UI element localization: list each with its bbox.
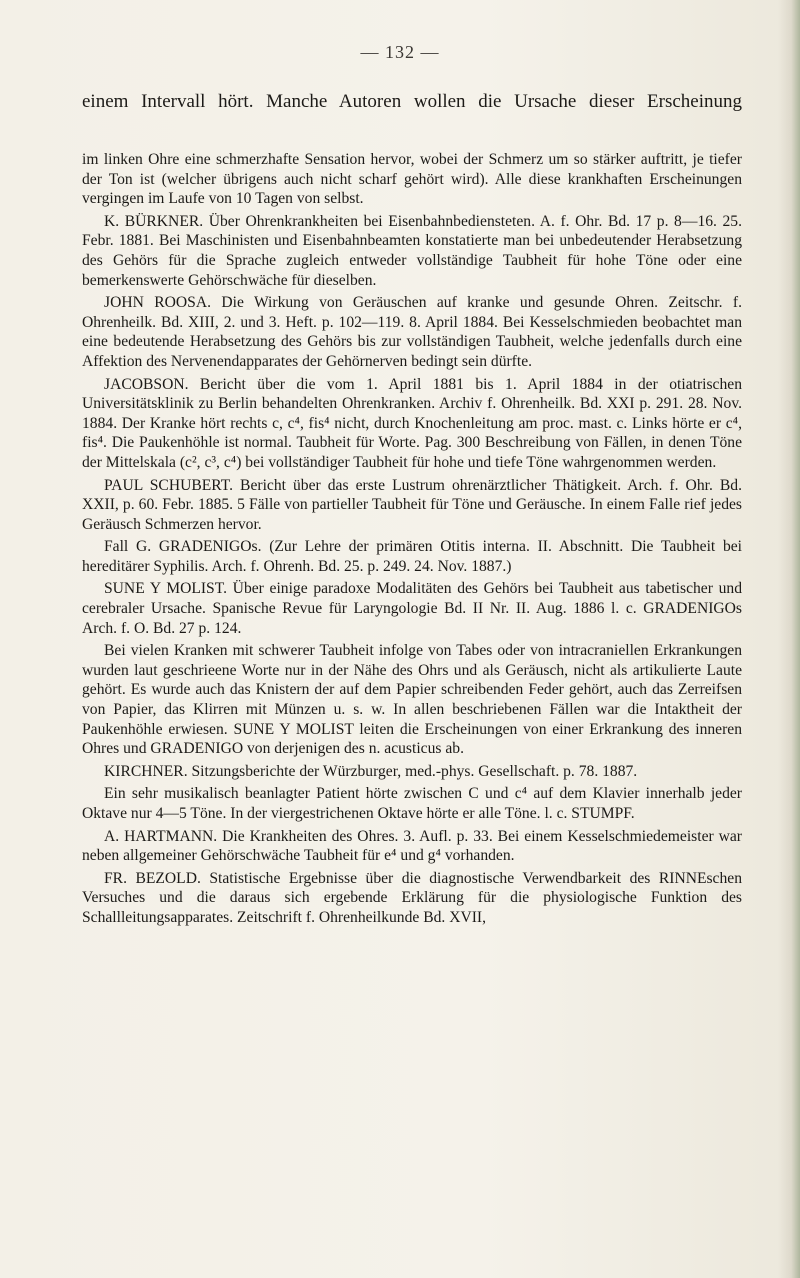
reference-gradenigo: Fall G. GRADENIGOs. (Zur Lehre der primären Otitis interna. II. Abschnitt. Die Taubheit bei hereditärer Syphilis. Arch. f. Ohrenh. Bd. 25. p. 249. 24. Nov. 1887.) [82, 538, 742, 575]
page-edge-shadow [778, 0, 800, 1278]
reference-bezold: FR. BEZOLD. Statistische Ergebnisse über die diagnostische Verwendbarkeit des RINNEschen Versuches und die daraus sich ergebende Erklärung für die physiologische Funktion des Schallleitungsapparates. Zeitschrift f. Ohrenheilkunde Bd. XVII, [82, 869, 742, 926]
reference-kirchner: KIRCHNER. Sitzungsberichte der Würzburger, med.-phys. Gesellschaft. p. 78. 1887. [104, 762, 638, 780]
reference-hartmann: A. HARTMANN. Die Krankheiten des Ohres. 3. Aufl. p. 33. Bei einem Kesselschmiedemeister war neben allgemeiner Gehörschwäche Taubheit für e⁴ und g⁴ vorhanden. [82, 827, 742, 865]
paragraph-continuation: im linken Ohre eine schmerzhafte Sensation hervor, wobei der Schmerz um so stärker auftritt, je tiefer der Ton ist (welcher übrigens auch nicht scharf gehört wird). Alle diese krankhaften Erscheinungen vergingen im Laufe von 10 Tagen von selbst. [82, 151, 742, 208]
reference-schubert: PAUL SCHUBERT. Bericht über das erste Lustrum ohrenärztlicher Thätigkeit. Arch. f. Ohr. Bd. XXII, p. 60. Febr. 1885. 5 Fälle von partieller Taubheit für Töne und Geräusche. In einem Falle rief jedes Geräusch Schmerzen hervor. [82, 476, 742, 533]
paragraph-tabes-cases: Bei vielen Kranken mit schwerer Taubheit infolge von Tabes oder von intracraniellen Erkrankungen wurden laut geschrieene Worte nur in der Nähe des Ohrs und als Geräusch, nicht als artikulierte Laute gehört. Es wurde auch das Knistern der auf dem Papier schreibenden Feder gehört, auch das Zerreifsen von Papier, das Klirren mit Münzen u. s. w. In allen beschriebenen Fällen war die Intaktheit der Paukenhöhle erwiesen. SUNE Y MOLIST leiten die Erscheinungen von einer Erkrankung des inneren Ohres und GRADENIGO von derjenigen des n. acusticus ab. [82, 642, 742, 758]
reference-buerkner: K. BÜRKNER. Über Ohrenkrankheiten bei Eisenbahnbediensteten. A. f. Ohr. Bd. 17 p. 8—16. 25. Febr. 1881. Bei Maschinisten und Eisenbahnbeamten konstatierte man bei unbedeutender Herabsetzung des Gehörs für die Sprache zugleich entweder vollständige Taubheit für hohe Töne oder eine bemerkenswerte Gehörschwäche für dieselben. [82, 212, 742, 289]
reference-roosa: JOHN ROOSA. Die Wirkung von Geräuschen auf kranke und gesunde Ohren. Zeitschr. f. Ohrenheilk. Bd. XIII, 2. und 3. Heft. p. 102—119. 8. April 1884. Bei Kesselschmieden beobachtet man eine bedeutende Herabsetzung des Gehörs bis zur vollständigen Taubheit, welche jedenfalls durch eine Affektion des Nervenendapparates der Gehörnerven bedingt sein dürfte. [82, 294, 742, 370]
page-number: — 132 — [360, 42, 440, 62]
reference-sune-y-molist: SUNE Y MOLIST. Über einige paradoxe Modalitäten des Gehörs bei Taubheit aus tabetischer und cerebraler Ursache. Spanische Revue für Laryngologie Bd. II Nr. II. Aug. 1886 l. c. GRADENIGOs Arch. f. O. Bd. 27 p. 124. [82, 580, 742, 637]
body-text [82, 150, 742, 928]
running-text-line: einem Intervall hört. Manche Autoren wollen die Ursache dieser Erscheinung [82, 91, 742, 112]
reference-jacobson: JACOBSON. Bericht über die vom 1. April 1881 bis 1. April 1884 in der otiatrischen Universitätsklinik zu Berlin behandelten Ohrenkranken. Archiv f. Ohrenheilk. Bd. XXI p. 291. 28. Nov. 1884. Der Kranke hört rechts c, c⁴, fis⁴ nicht, durch Knochenleitung am proc. mast. c. Links hörte er c⁴, fis⁴. Die Paukenhöhle ist normal. Taubheit für Worte. Pag. 300 Beschreibung von Fällen, in denen Töne der Mittelskala (c², c³, c⁴) bei vollständiger Taubheit für hohe und tiefe Töne wahrgenommen werden. [82, 375, 742, 471]
paragraph-musical-patient: Ein sehr musikalisch beanlagter Patient hörte zwischen C und c⁴ auf dem Klavier innerhalb jeder Oktave nur 4—5 Töne. In der viergestrichenen Oktave hörte er alle Töne. l. c. STUMPF. [82, 785, 742, 822]
